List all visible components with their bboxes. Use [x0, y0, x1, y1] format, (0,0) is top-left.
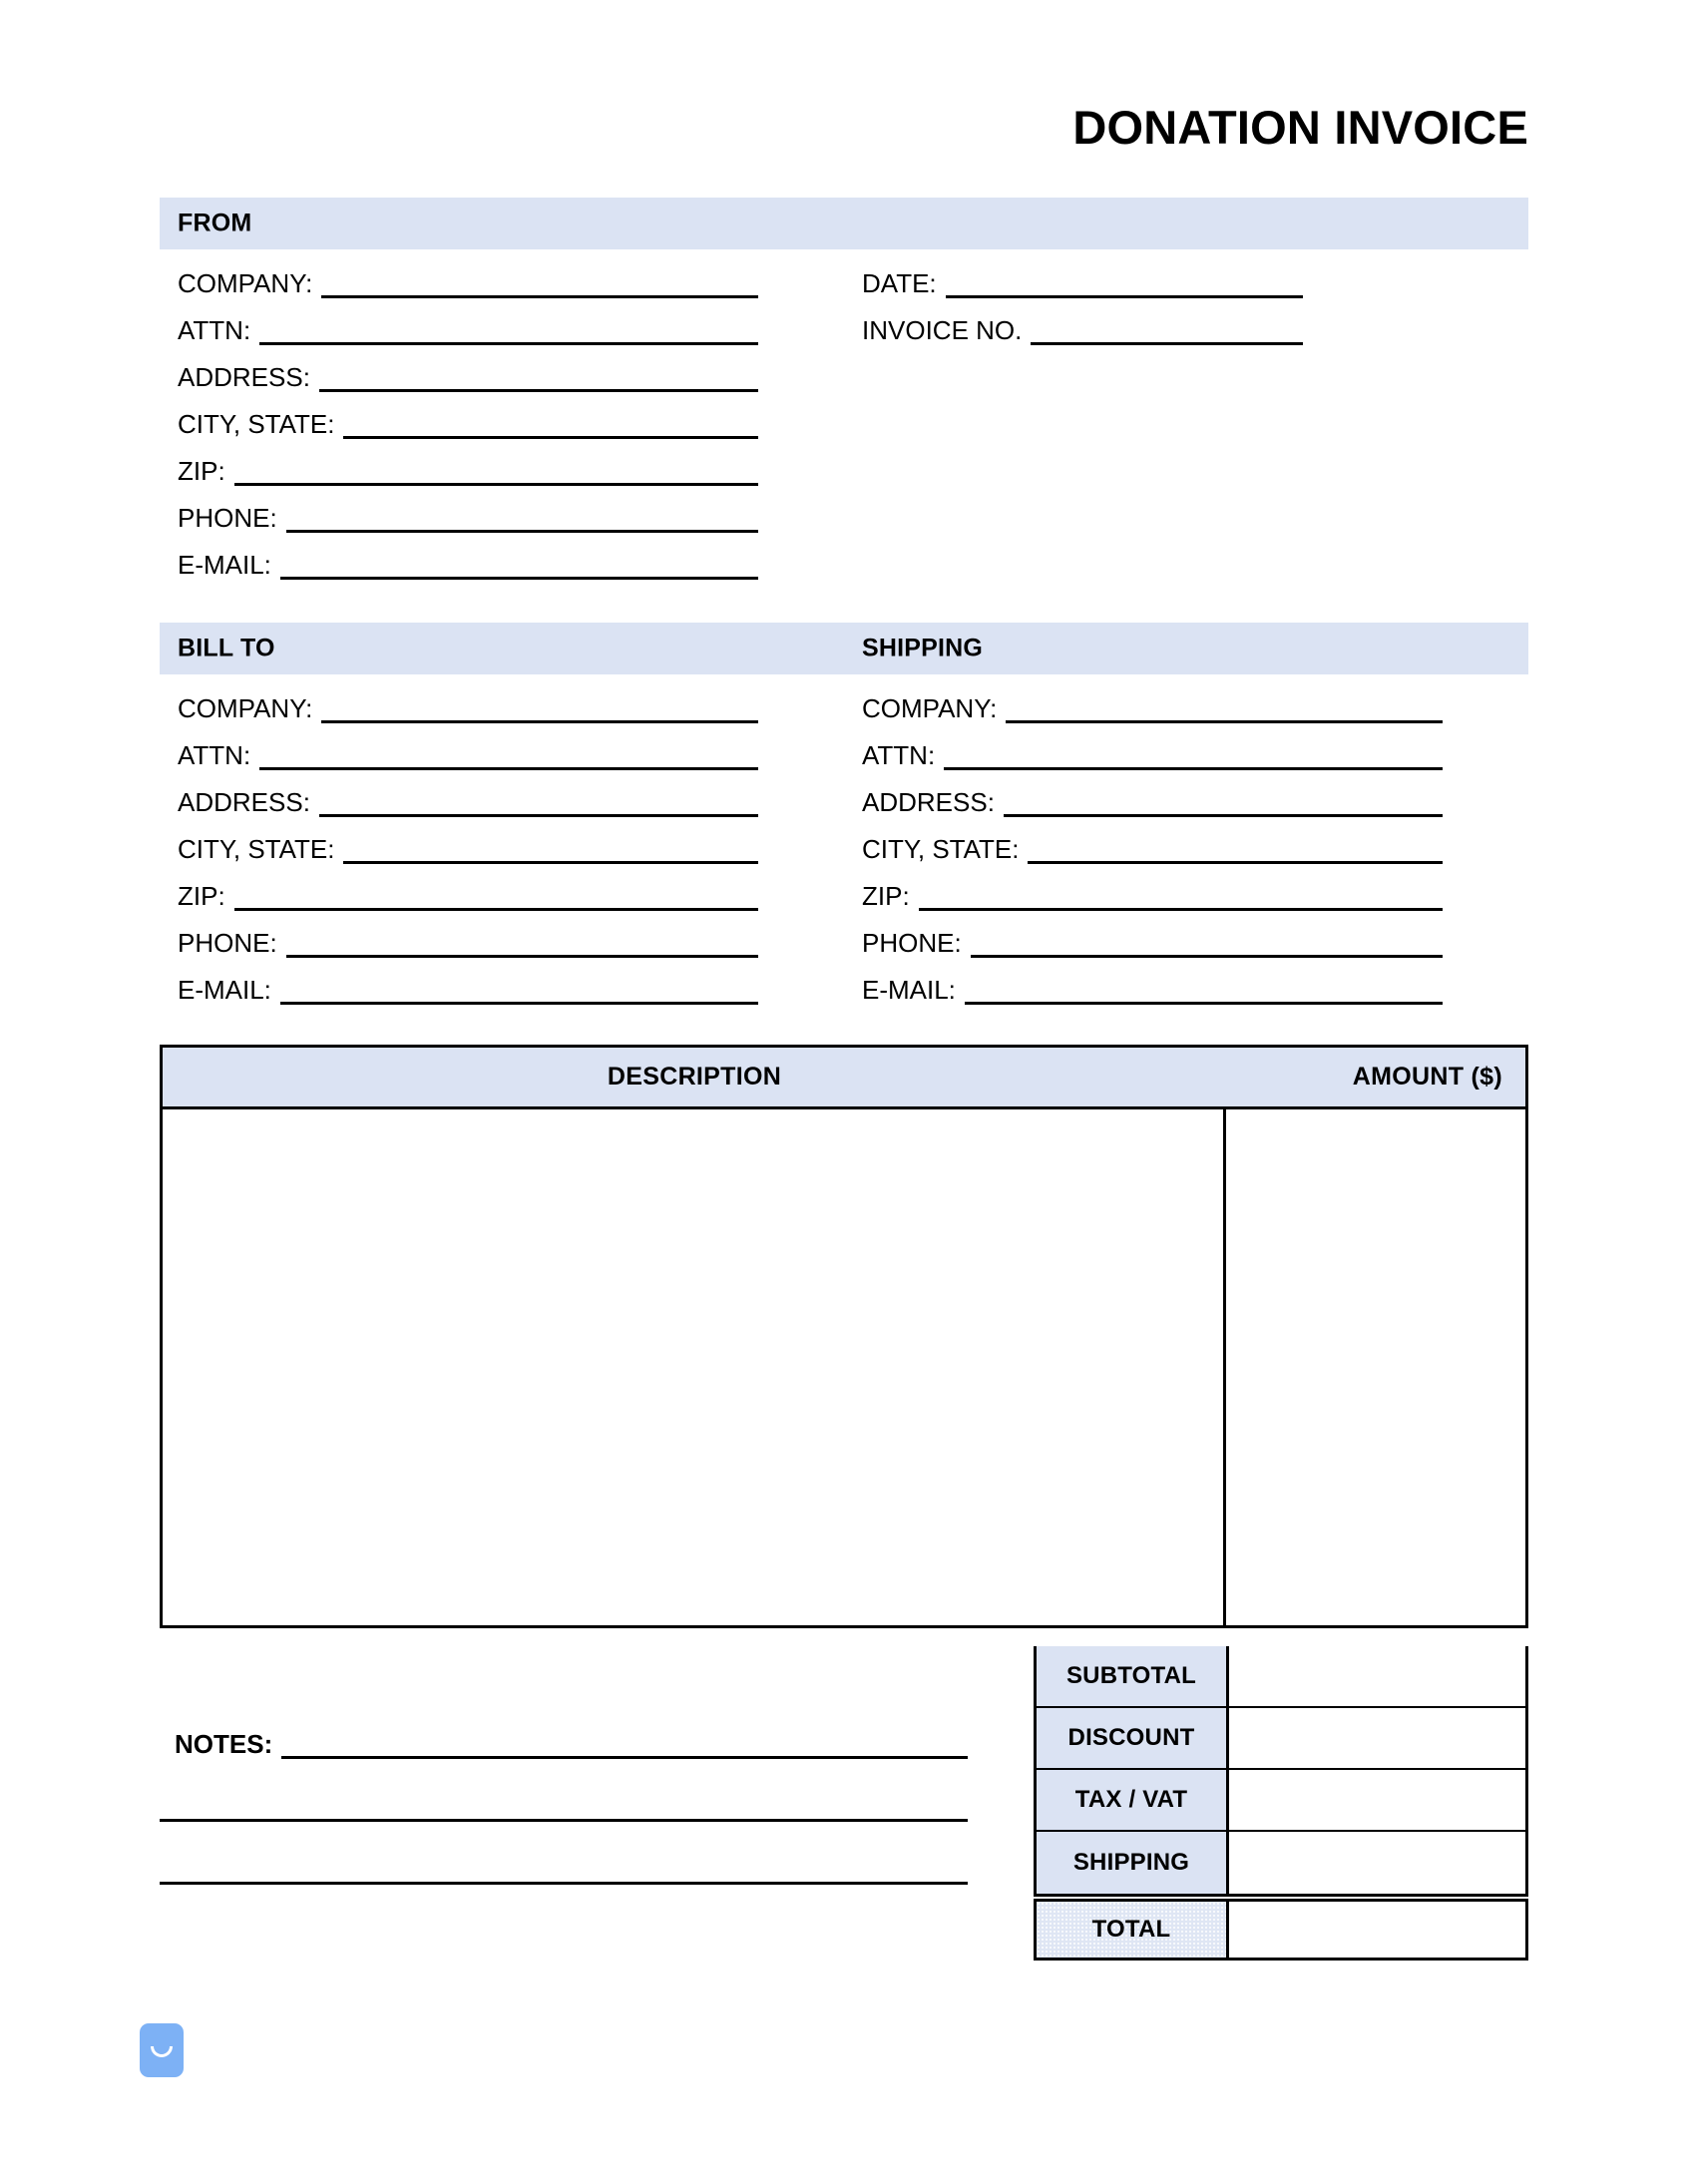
bill-to-field-input[interactable] — [280, 976, 758, 1005]
bill-to-field-label: PHONE: — [178, 928, 277, 958]
totals-row-total — [1034, 1899, 1528, 1961]
shipping-field-row — [844, 864, 1443, 911]
line-items-body — [163, 1109, 1525, 1625]
section-header-from — [160, 198, 1528, 249]
shipping-field-label: ADDRESS: — [862, 787, 995, 817]
from-field-input[interactable] — [259, 316, 758, 345]
shipping-field-input[interactable] — [1004, 788, 1443, 817]
section-header-from-label: FROM — [178, 209, 252, 237]
shipping-field-label: CITY, STATE: — [862, 834, 1020, 864]
totals-row — [1037, 1770, 1525, 1832]
shipping-field-label: ATTN: — [862, 740, 936, 770]
shipping-field-label: ZIP: — [862, 881, 910, 911]
shipping-fields-group — [844, 676, 1443, 1005]
section-header-shipping-label: SHIPPING — [862, 634, 984, 662]
bill-to-fields-group — [160, 676, 758, 1005]
from-field-label: ZIP: — [178, 456, 225, 486]
details-field-row — [844, 251, 1303, 298]
from-field-label: PHONE: — [178, 503, 277, 533]
from-field-input[interactable] — [280, 551, 758, 580]
shipping-field-row — [844, 911, 1443, 958]
bill-to-field-input[interactable] — [321, 694, 758, 723]
from-field-row — [160, 251, 758, 298]
notes-input-3[interactable] — [160, 1858, 968, 1885]
bill-to-field-row — [160, 676, 758, 723]
column-header-description: DESCRIPTION — [607, 1063, 782, 1091]
from-field-row — [160, 439, 758, 486]
from-field-input[interactable] — [321, 269, 758, 298]
shipping-field-input[interactable] — [1028, 835, 1443, 864]
totals-row — [1037, 1708, 1525, 1770]
from-field-input[interactable] — [286, 504, 758, 533]
shipping-field-input[interactable] — [1006, 694, 1443, 723]
bill-to-field-input[interactable] — [234, 882, 758, 911]
line-items-amount-area[interactable] — [1226, 1109, 1525, 1625]
details-field-label: DATE: — [862, 268, 937, 298]
totals-label: SUBTOTAL — [1037, 1646, 1229, 1706]
from-field-input[interactable] — [319, 363, 758, 392]
totals-block — [1034, 1646, 1528, 1961]
bill-to-field-input[interactable] — [259, 741, 758, 770]
notes-label: NOTES: — [175, 1729, 273, 1759]
shipping-field-label: E-MAIL: — [862, 975, 956, 1005]
section-header-shipping — [844, 623, 1528, 674]
bill-to-field-label: ZIP: — [178, 881, 225, 911]
totals-row — [1037, 1832, 1525, 1894]
shipping-field-row — [844, 676, 1443, 723]
totals-value[interactable] — [1229, 1770, 1525, 1830]
bill-to-field-row — [160, 817, 758, 864]
totals-value-total[interactable] — [1229, 1902, 1525, 1958]
bill-to-field-row — [160, 911, 758, 958]
details-field-input[interactable] — [946, 269, 1303, 298]
totals-value[interactable] — [1229, 1708, 1525, 1768]
bill-to-field-row — [160, 864, 758, 911]
line-items-header-row — [163, 1048, 1525, 1109]
smile-arc-icon — [151, 2046, 173, 2057]
line-items-table — [160, 1045, 1528, 1628]
bill-to-field-row — [160, 770, 758, 817]
bill-to-field-label: CITY, STATE: — [178, 834, 335, 864]
from-field-input[interactable] — [234, 457, 758, 486]
shipping-field-label: COMPANY: — [862, 693, 998, 723]
shipping-field-input[interactable] — [971, 929, 1443, 958]
notes-line-1 — [160, 1696, 968, 1759]
shipping-field-row — [844, 817, 1443, 864]
bill-to-field-row — [160, 958, 758, 1005]
notes-line-3 — [160, 1822, 968, 1885]
from-field-label: CITY, STATE: — [178, 409, 335, 439]
shipping-field-input[interactable] — [965, 976, 1443, 1005]
details-field-input[interactable] — [1031, 316, 1303, 345]
from-field-row — [160, 486, 758, 533]
totals-rows — [1034, 1646, 1528, 1897]
from-field-label: ATTN: — [178, 315, 251, 345]
shipping-field-label: PHONE: — [862, 928, 962, 958]
bill-to-field-input[interactable] — [286, 929, 758, 958]
line-items-description-area[interactable] — [163, 1109, 1226, 1625]
details-field-row — [844, 298, 1303, 345]
details-fields-group — [844, 251, 1303, 345]
document-title: DONATION INVOICE — [1072, 101, 1528, 154]
from-field-label: ADDRESS: — [178, 362, 310, 392]
details-field-label: INVOICE NO. — [862, 315, 1023, 345]
totals-label: TAX / VAT — [1037, 1770, 1229, 1830]
notes-line-2 — [160, 1759, 968, 1822]
totals-label: SHIPPING — [1037, 1832, 1229, 1894]
shipping-field-row — [844, 958, 1443, 1005]
totals-value[interactable] — [1229, 1646, 1525, 1706]
shipping-field-row — [844, 770, 1443, 817]
totals-value[interactable] — [1229, 1832, 1525, 1894]
column-header-amount: AMOUNT ($) — [1352, 1063, 1502, 1091]
section-header-bill-to — [160, 623, 844, 674]
bill-to-field-label: ADDRESS: — [178, 787, 310, 817]
shipping-field-input[interactable] — [944, 741, 1443, 770]
notes-input-2[interactable] — [160, 1795, 968, 1822]
from-field-row — [160, 533, 758, 580]
from-field-row — [160, 392, 758, 439]
bill-to-field-label: E-MAIL: — [178, 975, 271, 1005]
shipping-field-input[interactable] — [919, 882, 1443, 911]
from-field-label: E-MAIL: — [178, 550, 271, 580]
bill-to-field-label: COMPANY: — [178, 693, 313, 723]
bill-to-field-row — [160, 723, 758, 770]
bill-to-field-label: ATTN: — [178, 740, 251, 770]
shipping-field-row — [844, 723, 1443, 770]
notes-input-1[interactable] — [281, 1732, 968, 1759]
page-title — [160, 101, 1528, 154]
from-field-row — [160, 345, 758, 392]
bill-to-field-input[interactable] — [319, 788, 758, 817]
smile-logo-icon — [140, 2023, 184, 2077]
from-field-row — [160, 298, 758, 345]
section-header-bill-to-label: BILL TO — [178, 634, 275, 662]
totals-label: DISCOUNT — [1037, 1708, 1229, 1768]
from-fields-group — [160, 251, 758, 580]
notes-block — [160, 1696, 968, 1885]
from-field-input[interactable] — [343, 410, 758, 439]
bill-to-field-input[interactable] — [343, 835, 758, 864]
totals-row — [1037, 1646, 1525, 1708]
totals-label-total: TOTAL — [1037, 1902, 1229, 1958]
from-field-label: COMPANY: — [178, 268, 313, 298]
